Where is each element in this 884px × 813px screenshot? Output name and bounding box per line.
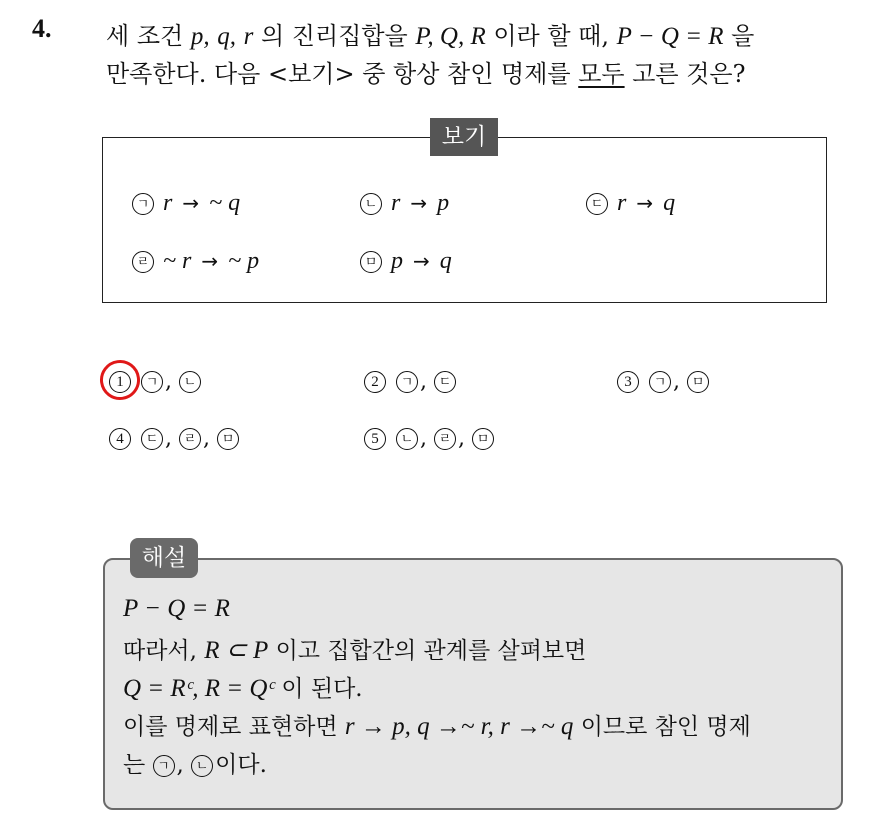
circled-mark: ㄴ [360,193,382,215]
q-text-c: 이라 할 때, [493,22,609,50]
solution-text: 따라서, [123,638,197,664]
solution-math: r → p, q →~ r, r →~ q [344,713,574,740]
arrow-icon: → [413,249,430,273]
solution-line-2 [123,632,586,665]
solution-math: R ⊂ P [204,637,269,664]
expr-left: r [617,190,627,216]
choice-number: 4 [109,428,131,450]
circled-mark: ㄹ [434,428,456,450]
var-q: q, [217,23,236,50]
bogi-item-4 [132,248,259,275]
solution-line-3 [123,670,363,703]
arrow-icon: → [182,191,200,215]
q-underlined: 모두 [578,60,625,88]
arrow-icon: → [201,249,219,273]
circled-mark: ㅁ [217,428,239,450]
var-r: r [243,23,254,50]
solution-line-5: 는 ㄱ , ㄴ 이다. [123,752,267,778]
circled-mark: ㄱ [141,371,163,393]
bogi-item-3 [586,190,675,217]
solution-math: Q = Rᶜ, R = Qᶜ [123,675,275,702]
solution-line-1 [123,595,230,623]
choice-5[interactable]: 5 ㄴ , ㄹ , ㅁ [364,426,496,451]
choice-3[interactable]: 3 ㄱ , ㅁ [617,369,711,394]
circled-mark: ㄴ [179,371,201,393]
expr-right: p [437,190,450,216]
expr-left: r [163,190,173,216]
solution-line-4 [123,708,751,741]
expr-left: r [391,190,401,216]
question-number: 4. [32,14,52,43]
sets: P, Q, R [415,23,486,50]
bogi-item-1 [132,190,240,217]
circled-mark: ㄴ [191,755,213,777]
solution-title: 해설 [130,538,198,578]
solution-math: P − Q = R [123,595,230,622]
expr-left: ~ r [163,248,192,274]
bogi-item-5 [360,248,452,275]
q-text-a: 세 조건 [106,22,184,50]
q-text-e: 만족한다. 다음 <보기> 중 항상 참인 명제를 [106,60,571,88]
question-line-2 [106,54,745,89]
condition: P − Q = R [616,23,724,50]
question-line-1 [106,16,754,51]
solution-text: 는 [123,752,146,778]
circled-mark: ㄱ [649,371,671,393]
choice-number: 2 [364,371,386,393]
circled-mark: ㄱ [132,193,154,215]
arrow-icon: → [636,191,654,215]
choice-number: 3 [617,371,639,393]
q-text-d: 을 [731,22,755,50]
q-text-b: 의 진리집합을 [260,22,408,50]
circled-mark: ㅁ [472,428,494,450]
bogi-box [102,137,827,303]
choice-4[interactable]: 4 ㄷ , ㄹ , ㅁ [109,426,241,451]
circled-mark: ㅁ [360,251,382,273]
circled-mark: ㄱ [153,755,175,777]
choice-1[interactable]: 1 ㄱ , ㄴ [109,369,203,394]
circled-mark: ㄷ [434,371,456,393]
var-p: p, [190,23,210,50]
circled-mark: ㄱ [396,371,418,393]
circled-mark: ㄴ [396,428,418,450]
expr-right: q [663,190,676,216]
expr-right: q [439,248,452,274]
arrow-icon: → [410,191,428,215]
solution-text: 이 된다. [281,676,363,702]
circled-mark: ㅁ [687,371,709,393]
choice-number: 5 [364,428,386,450]
choice-number: 1 [109,371,131,393]
expr-left: p [391,248,403,274]
expr-right: ~ p [228,248,260,274]
bogi-title: 보기 [430,118,498,156]
bogi-item-2 [360,190,449,217]
expr-right: ~ q [209,190,241,216]
solution-text: 이고 집합간의 관계를 살펴보면 [275,638,587,664]
solution-text: 이다. [215,752,267,778]
circled-mark: ㄹ [132,251,154,273]
choice-2[interactable]: 2 ㄱ , ㄷ [364,369,458,394]
solution-text: 이므로 참인 명제 [580,714,751,740]
q-text-f: 고른 것은? [632,60,746,88]
circled-mark: ㄷ [141,428,163,450]
solution-text: 이를 명제로 표현하면 [123,714,338,740]
circled-mark: ㄹ [179,428,201,450]
circled-mark: ㄷ [586,193,608,215]
